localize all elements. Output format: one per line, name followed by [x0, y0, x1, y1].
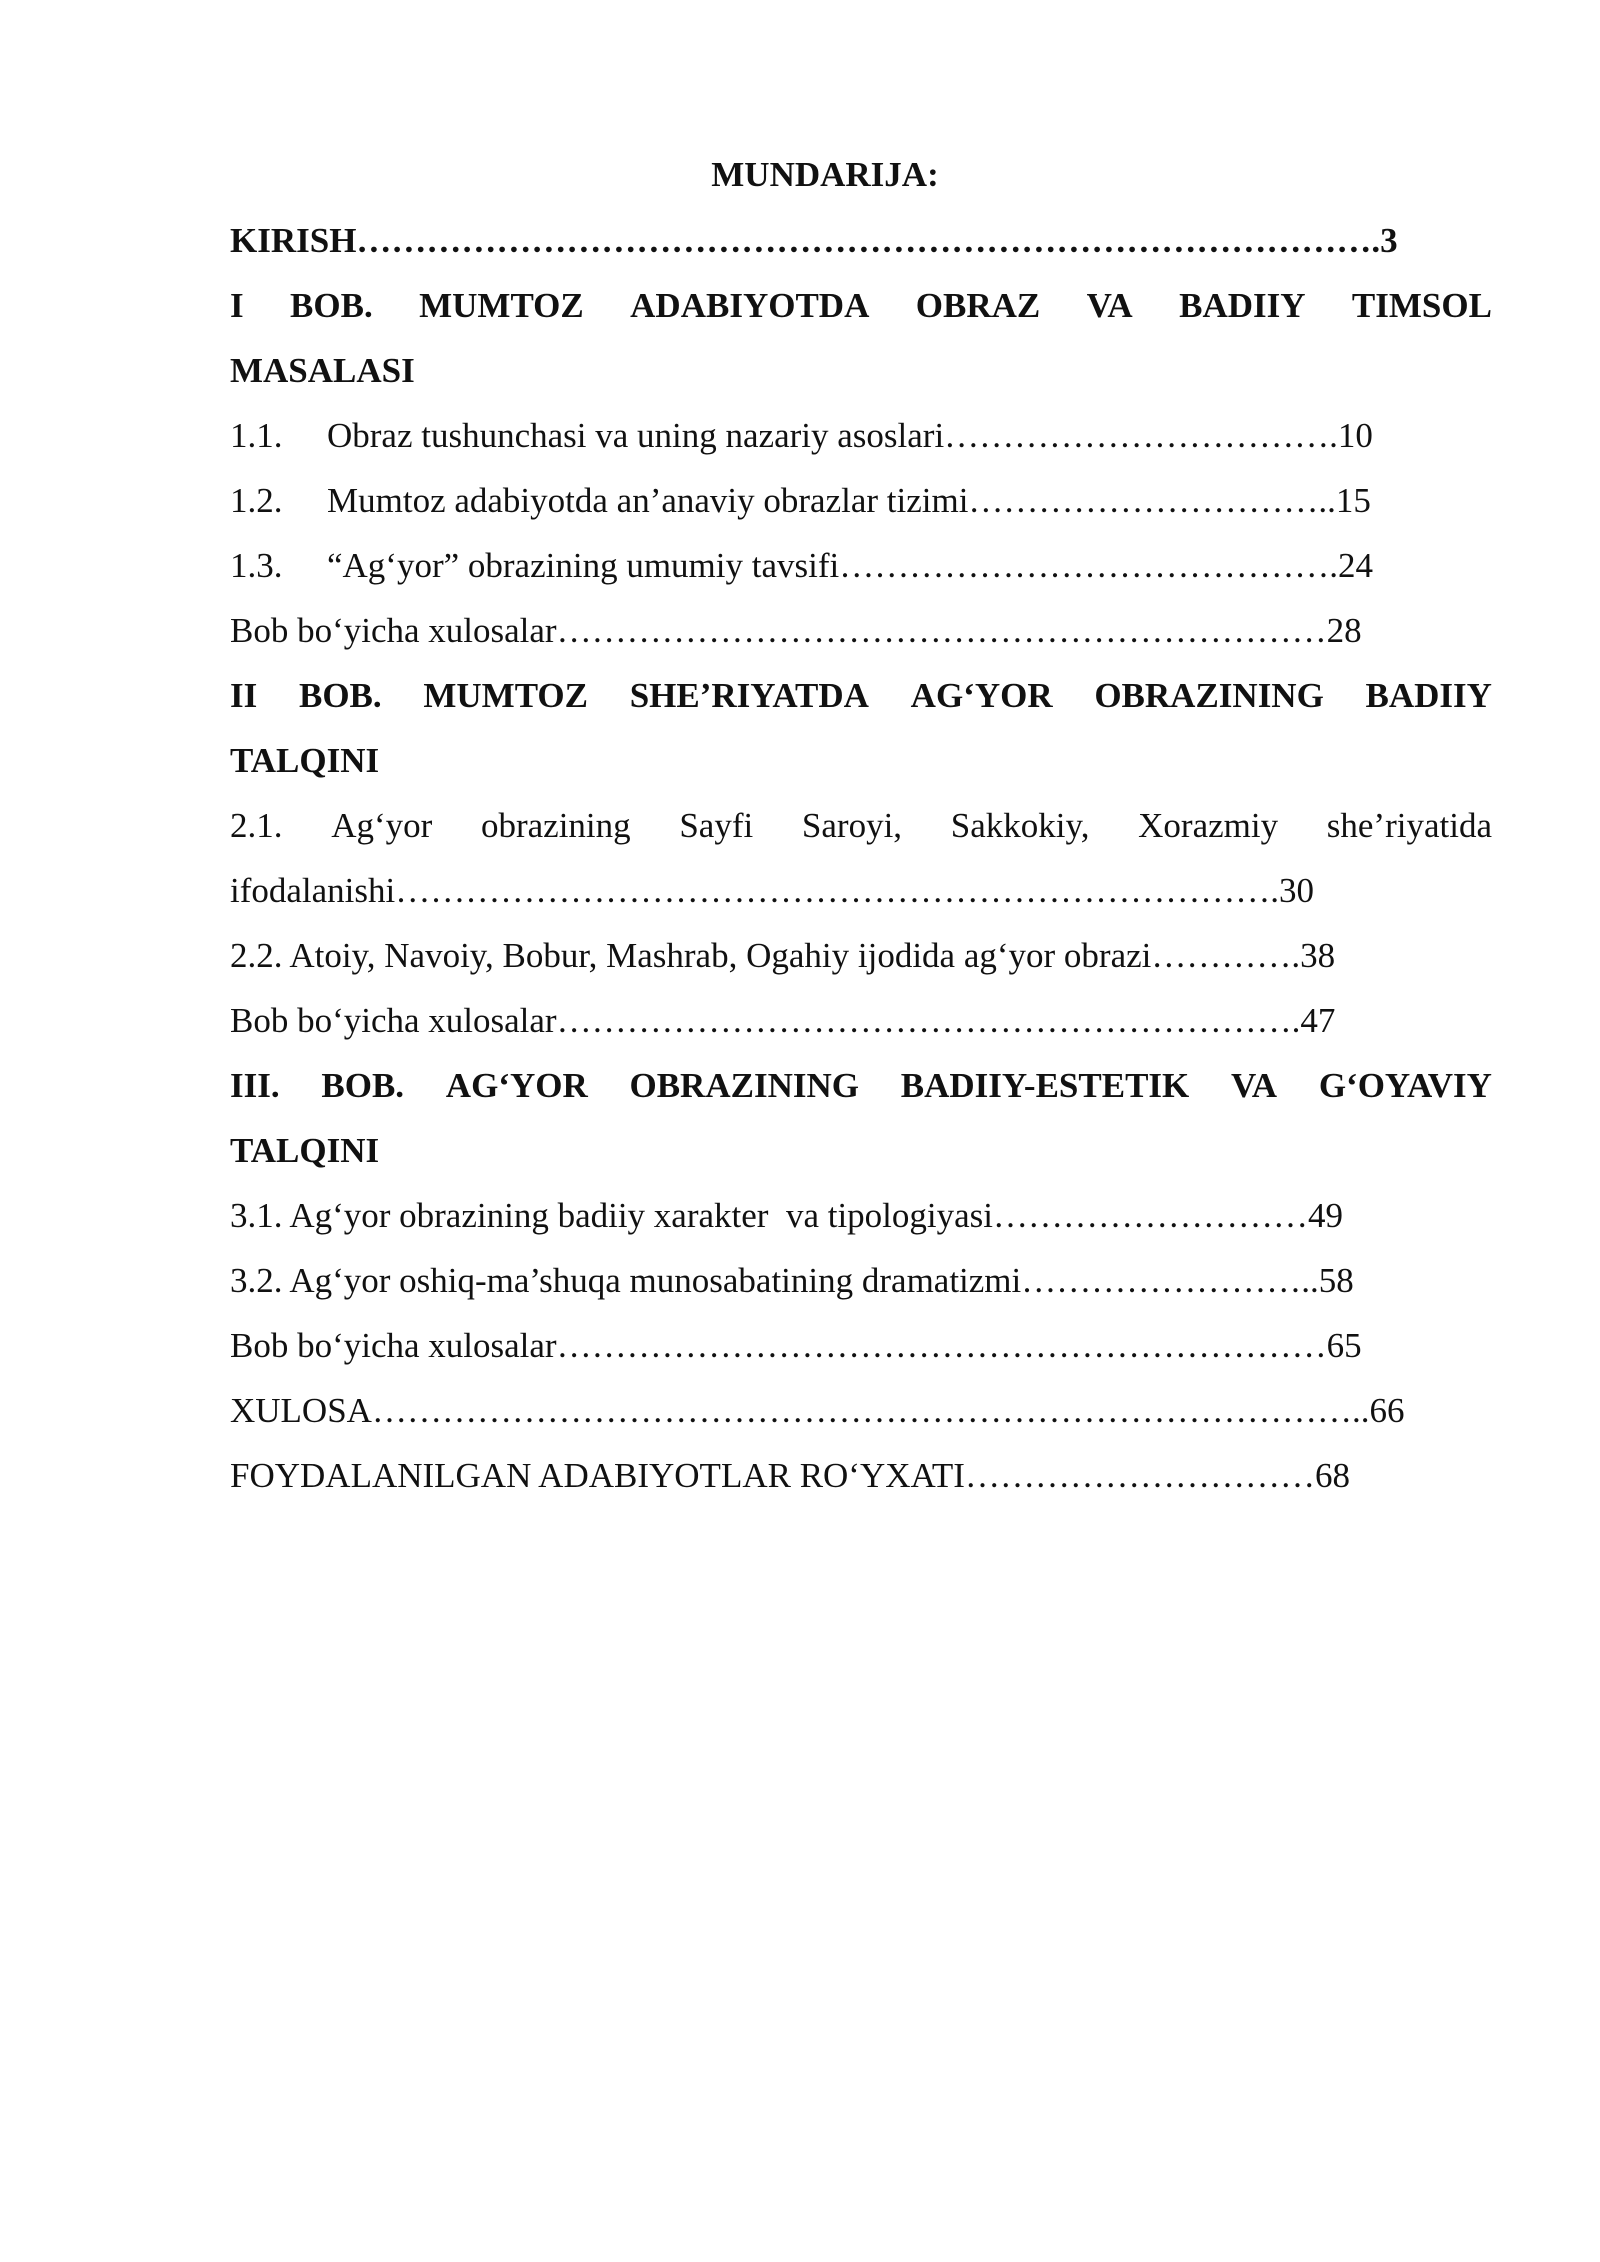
- toc-title: MUNDARIJA:: [711, 155, 939, 194]
- entry-text: Obraz tushunchasi va uning nazariy asoslari…………………………….10: [327, 416, 1373, 455]
- heading-word: BOB.: [321, 1066, 405, 1105]
- toc-entry-1-2: [230, 478, 1371, 523]
- entry-text: Mumtoz adabiyotda an’anaviy obrazlar tizimi…………………………..15: [327, 481, 1371, 520]
- chapter-1-heading: [230, 283, 1492, 328]
- heading-word: OBRAZ: [915, 286, 1041, 325]
- entry-number: 1.3.: [230, 546, 283, 585]
- heading-word: III.: [230, 1066, 280, 1105]
- chapter-3-heading-line2: TALQINI: [230, 1131, 380, 1170]
- chapter-1-heading-line2: MASALASI: [230, 351, 415, 390]
- entry-word: Saroyi,: [801, 806, 903, 845]
- toc-entry-xulosa: XULOSA…………………………………………………………………………..66: [230, 1391, 1405, 1430]
- toc-entry-3-2: 3.2. Ag‘yor oshiq-ma’shuqa munosabatining dramatizmi……………………..58: [230, 1261, 1354, 1300]
- heading-word: BADIIY-ESTETIK: [900, 1066, 1190, 1105]
- heading-word: G‘OYAVIY: [1318, 1066, 1492, 1105]
- entry-word: she’riyatida: [1326, 806, 1492, 845]
- heading-word: AG‘YOR: [445, 1066, 588, 1105]
- heading-word: AG‘YOR: [910, 676, 1053, 715]
- entry-text: “Ag‘yor” obrazining umumiy tavsifi…………………………………….24: [327, 546, 1373, 585]
- heading-word: MUMTOZ: [423, 676, 588, 715]
- heading-word: BADIIY: [1179, 286, 1306, 325]
- heading-word: BOB.: [298, 676, 382, 715]
- heading-word: BADIIY: [1365, 676, 1492, 715]
- heading-word: BOB.: [290, 286, 373, 325]
- toc-entry-1-3: [230, 543, 1373, 588]
- entry-word: obrazining: [480, 806, 631, 845]
- entry-number: 1.1.: [230, 416, 283, 455]
- heading-word: II: [230, 676, 258, 715]
- toc-entry-2-1: [230, 803, 1492, 848]
- toc-entry-1-1: [230, 413, 1373, 458]
- heading-word: VA: [1086, 286, 1133, 325]
- entry-word: Sayfi: [679, 806, 754, 845]
- heading-word: OBRAZINING: [629, 1066, 859, 1105]
- entry-word: Sakkokiy,: [950, 806, 1090, 845]
- heading-word: MUMTOZ: [419, 286, 584, 325]
- entry-word: 2.1.: [230, 806, 283, 845]
- toc-entry-ch3-summary: Bob bo‘yicha xulosalar…………………………………………………………65: [230, 1326, 1362, 1365]
- chapter-2-heading: [230, 673, 1492, 718]
- chapter-2-heading-line2: TALQINI: [230, 741, 380, 780]
- chapter-3-heading: [230, 1063, 1492, 1108]
- heading-word: OBRAZINING: [1094, 676, 1324, 715]
- toc-entry-2-2: 2.2. Atoiy, Navoiy, Bobur, Mashrab, Ogahiy ijodida ag‘yor obrazi………….38: [230, 936, 1336, 975]
- entry-word: Xorazmiy: [1138, 806, 1279, 845]
- heading-word: TIMSOL: [1351, 286, 1492, 325]
- heading-word: ADABIYOTDA: [630, 286, 870, 325]
- toc-entry-ch2-summary: Bob bo‘yicha xulosalar……………………………………………………….47: [230, 1001, 1336, 1040]
- toc-entry-2-1-line2: ifodalanishi………………………………………………………………….30: [230, 871, 1314, 910]
- entry-number: 1.2.: [230, 481, 283, 520]
- toc-entry-references: FOYDALANILGAN ADABIYOTLAR RO‘YXATI…………………………68: [230, 1456, 1350, 1495]
- heading-word: VA: [1231, 1066, 1278, 1105]
- toc-entry-ch1-summary: Bob bo‘yicha xulosalar…………………………………………………………28: [230, 611, 1362, 650]
- toc-entry-kirish: KIRISH…………………………………………………………………………….3: [230, 221, 1398, 260]
- heading-word: SHE’RIYATDA: [629, 676, 869, 715]
- entry-word: Ag‘yor: [331, 806, 433, 845]
- toc-entry-3-1: 3.1. Ag‘yor obrazining badiiy xarakter va tipologiyasi………………………49: [230, 1196, 1344, 1235]
- heading-word: I: [230, 286, 244, 325]
